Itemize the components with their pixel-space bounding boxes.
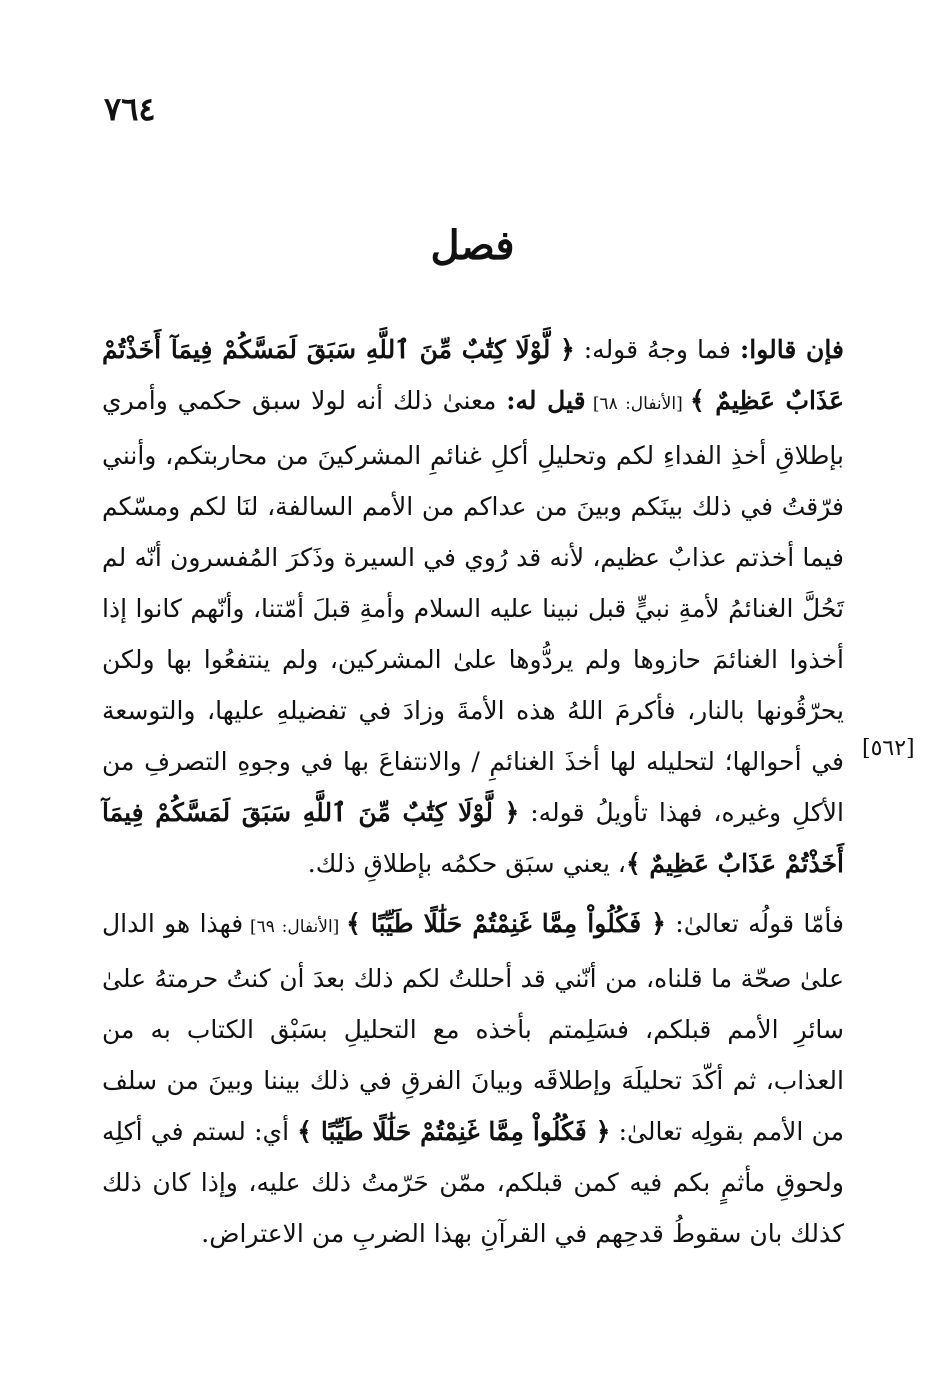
paragraph-1 [102, 324, 844, 889]
chapter-title: فصل [430, 222, 515, 269]
quran-verse: ﴿ لَّوْلَا كِتَٰبٌ مِّنَ ٱللَّهِ سَبَقَ لَمَسَّكُمْ فِيمَآ أَخَذْتُمْ عَذَابٌ عَظِيمٌ ﴾ [102, 335, 844, 415]
margin-page-reference: [٥٦٢] [862, 736, 915, 761]
quran-verse: ﴿ فَكُلُواْ مِمَّا غَنِمْتُمْ حَلَٰلًا طَيِّبًا ﴾ [346, 909, 666, 938]
verse-reference: [الأنفال: ٦٩] [243, 917, 347, 937]
paragraph-text: فما وجهُ قوله: [574, 335, 741, 364]
paragraph-text: فهذا هو الدال علىٰ صحّة ما قلناه، من أنّني قد أحللتُ لكم ذلك بعدَ أن كنتُ حرمتهُ علىٰ سائرِ الأمم قبلكم، فسَلِمتم بأخذه مع التحليلِ بسَبْق الكتاب به من العذاب، ثم أكّدَ تحليلَهَ وإطلاقَه وبيانَ الفرقِ في ذلك بيننا وبينَ من سلف من الأمم بقولِه تعالىٰ: [102, 909, 844, 1146]
page-number: ٧٦٤ [104, 90, 156, 128]
objection-lead: فإن قالوا: [740, 335, 844, 364]
reply-lead: قيل له: [506, 386, 586, 415]
quran-verse: ﴿ لَّوْلَا كِتَٰبٌ مِّنَ ٱللَّهِ سَبَقَ لَمَسَّكُمْ فِيمَآ أَخَذْتُمْ عَذَابٌ عَظِيمٌ ﴾ [102, 798, 844, 878]
paragraph-text: معنىٰ ذلك أنه لولا سبق حكمي وأمري بإطلاقِ أخذِ الفداءِ لكم وتحليلِ أكلِ غنائمِ المشركينَ من محاربتكم، وأنني فرّقتُ في ذلك بينَكم وبينَ من عداكم من الأمم السالفة، لنَا لكم ومسّكم فيما أخذتم عذابٌ عظيم، لأنه قد رُوي في السيرة وذَكرَ المُفسرون أنّه لم تَحُلَّ الغنائمُ لأمةِ نبيٍّ قبل نبينا عليه السلام وأمةِ قبلَ أمّتنا، وأنّهم كانوا إذا أخذوا الغنائمَ حازوها ولم يردُّوها علىٰ المشركين، ولم ينتفعُوا بها ولكن يحرّقُونها بالنار، فأكرمَ اللهُ هذه الأمةَ وزادَ في تفضيلهِ عليها، والتوسعة في أحوالها؛ لتحليله لها أخذَ الغنائمِ / والانتفاعَ بها في وجوهِ التصرفِ من الأكلِ وغيره، فهذا تأويلُ قوله: [102, 386, 844, 827]
verse-reference: [الأنفال: ٦٨] [585, 394, 691, 414]
paragraph-2 [102, 898, 844, 1259]
paragraph-text: ، يعني سبَق حكمُه بإطلاقِ ذلك. [307, 849, 626, 878]
quran-verse: ﴿ فَكُلُواْ مِمَّا غَنِمْتُمْ حَلَٰلًا طَيِّبًا ﴾ [297, 1117, 611, 1146]
paragraph-text: فأمّا قولُه تعالىٰ: [665, 909, 844, 938]
paragraph-text: أي: لستم في أكلِه ولحوقِ مأثمٍ بكم فيه كمن قبلكم، ممّن حَرّمتُ ذلك عليه، وإذا كان ذلك كذلك بان سقوطُ قدحِهم في القرآنِ بهذا الضربِ من الاعتراض. [102, 1117, 844, 1248]
